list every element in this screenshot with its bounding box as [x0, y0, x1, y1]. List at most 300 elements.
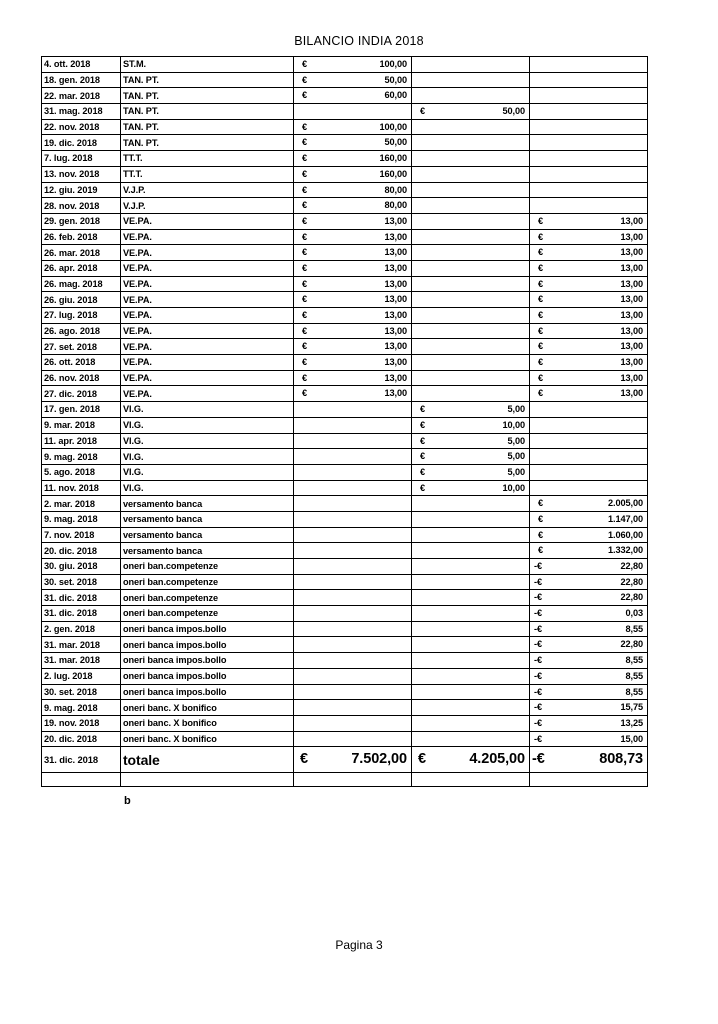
- table-row: [42, 276, 648, 292]
- amount-cell: [412, 198, 530, 214]
- table-row: [42, 229, 648, 245]
- page-footer: Pagina 3: [335, 938, 383, 952]
- amount-cell: [530, 480, 648, 496]
- amount-value: 10,00: [502, 419, 525, 430]
- currency-symbol: €: [538, 215, 544, 226]
- date-cell: 2. lug. 2018: [42, 668, 121, 684]
- amount-cell: [412, 559, 530, 575]
- amount-cell: [412, 182, 530, 198]
- date-cell: 22. nov. 2018: [42, 119, 121, 135]
- amount-value: 60,00: [384, 90, 407, 101]
- description-cell: VI.G.: [121, 402, 294, 418]
- amount-value: 13,00: [620, 388, 643, 399]
- table-row: [42, 386, 648, 402]
- amount-cell: [294, 449, 412, 465]
- table-row: [42, 653, 648, 669]
- amount-value: 8,55: [625, 655, 643, 666]
- table-row: [42, 559, 648, 575]
- amount-cell: [294, 417, 412, 433]
- date-cell: 26. ott. 2018: [42, 355, 121, 371]
- amount-cell: [294, 464, 412, 480]
- amount-cell: [412, 464, 530, 480]
- currency-symbol: -€: [534, 561, 542, 571]
- table-row: [42, 57, 648, 73]
- currency-symbol: -€: [534, 576, 542, 587]
- date-cell: 9. mag. 2018: [42, 449, 121, 465]
- table-row: [42, 637, 648, 653]
- amount-cell: [530, 57, 648, 73]
- amount-cell: [412, 166, 530, 182]
- date-cell: 7. lug. 2018: [42, 151, 121, 167]
- amount-cell: [294, 182, 412, 198]
- description-cell: VI.G.: [121, 433, 294, 449]
- handwritten-note: b: [124, 795, 131, 807]
- amount-value: 13,00: [620, 325, 643, 336]
- currency-symbol: -€: [534, 717, 542, 728]
- description-cell: TAN. PT.: [121, 119, 294, 135]
- amount-cell: [530, 229, 648, 245]
- empty-cell: [412, 773, 530, 787]
- date-cell: 30. giu. 2018: [42, 559, 121, 575]
- amount-cell: [530, 700, 648, 716]
- description-cell: oneri banc. X bonifico: [121, 731, 294, 747]
- currency-symbol: €: [538, 372, 544, 383]
- date-cell: 26. mar. 2018: [42, 245, 121, 261]
- amount-cell: [412, 543, 530, 559]
- description-cell: oneri banc. X bonifico: [121, 715, 294, 731]
- amount-value: 1.060,00: [608, 529, 643, 540]
- amount-cell: [530, 606, 648, 622]
- table-row: [42, 480, 648, 496]
- table-row: [42, 166, 648, 182]
- description-cell: oneri ban.competenze: [121, 574, 294, 590]
- amount-value: 0,03: [625, 608, 643, 619]
- currency-symbol: €: [302, 262, 308, 273]
- table-row: [42, 135, 648, 151]
- currency-symbol: €: [418, 751, 426, 768]
- table-row: [42, 700, 648, 716]
- description-cell: TAN. PT.: [121, 135, 294, 151]
- currency-symbol: -€: [534, 639, 542, 650]
- amount-cell: [294, 637, 412, 653]
- total-date-cell: 31. dic. 2018: [42, 747, 121, 773]
- amount-cell: [412, 308, 530, 324]
- amount-value: 4.205,00: [469, 751, 525, 768]
- currency-symbol: €: [420, 482, 426, 493]
- amount-value: 22,80: [620, 592, 643, 603]
- amount-cell: [530, 590, 648, 606]
- amount-value: 13,25: [620, 717, 643, 728]
- amount-cell: [530, 339, 648, 355]
- amount-cell: [294, 119, 412, 135]
- amount-cell: [294, 135, 412, 151]
- description-cell: VE.PA.: [121, 386, 294, 402]
- amount-cell: [530, 88, 648, 104]
- date-cell: 11. apr. 2018: [42, 433, 121, 449]
- description-cell: versamento banca: [121, 527, 294, 543]
- amount-cell: [294, 668, 412, 684]
- amount-cell: [294, 151, 412, 167]
- amount-value: 10,00: [502, 482, 525, 493]
- date-cell: 9. mag. 2018: [42, 700, 121, 716]
- empty-cell: [530, 773, 648, 787]
- table-row: [42, 104, 648, 120]
- amount-cell: [412, 339, 530, 355]
- ledger-table: [41, 56, 648, 787]
- currency-symbol: €: [302, 74, 308, 85]
- amount-cell: [530, 72, 648, 88]
- amount-cell: [530, 151, 648, 167]
- amount-value: 13,00: [620, 262, 643, 273]
- amount-value: 5,00: [507, 404, 525, 415]
- amount-cell: [294, 166, 412, 182]
- date-cell: 26. ago. 2018: [42, 323, 121, 339]
- currency-symbol: €: [302, 137, 308, 148]
- amount-cell: [294, 198, 412, 214]
- amount-cell: [412, 292, 530, 308]
- currency-symbol: €: [302, 200, 308, 211]
- currency-symbol: €: [538, 529, 544, 540]
- table-row: [42, 668, 648, 684]
- amount-cell: [530, 166, 648, 182]
- description-cell: VI.G.: [121, 480, 294, 496]
- table-row: [42, 417, 648, 433]
- amount-value: 13,00: [620, 294, 643, 305]
- amount-cell: [294, 574, 412, 590]
- amount-value: 13,00: [620, 372, 643, 383]
- description-cell: VE.PA.: [121, 370, 294, 386]
- ledger-body: [42, 57, 648, 787]
- amount-cell: [530, 559, 648, 575]
- table-row: [42, 260, 648, 276]
- table-row: [42, 370, 648, 386]
- amount-value: 15,75: [620, 702, 643, 713]
- amount-value: 13,00: [384, 325, 407, 336]
- table-row: [42, 496, 648, 512]
- amount-cell: [294, 276, 412, 292]
- amount-cell: [294, 88, 412, 104]
- currency-symbol: €: [302, 372, 308, 383]
- amount-value: 8,55: [625, 670, 643, 681]
- amount-value: 7.502,00: [351, 751, 407, 768]
- description-cell: V.J.P.: [121, 198, 294, 214]
- amount-value: 13,00: [384, 247, 407, 258]
- amount-cell: [294, 433, 412, 449]
- amount-cell: [294, 339, 412, 355]
- amount-cell: [294, 292, 412, 308]
- amount-cell: [530, 464, 648, 480]
- amount-cell: [294, 527, 412, 543]
- currency-symbol: €: [302, 247, 308, 258]
- date-cell: 27. dic. 2018: [42, 386, 121, 402]
- amount-value: 8,55: [625, 623, 643, 634]
- table-row: [42, 621, 648, 637]
- amount-cell: [294, 402, 412, 418]
- currency-symbol: €: [538, 498, 544, 509]
- date-cell: 22. mar. 2018: [42, 88, 121, 104]
- amount-cell: [412, 417, 530, 433]
- amount-value: 13,00: [384, 341, 407, 352]
- amount-value: 5,00: [507, 451, 525, 462]
- amount-cell: [294, 731, 412, 747]
- table-row: [42, 574, 648, 590]
- date-cell: 27. lug. 2018: [42, 308, 121, 324]
- currency-symbol: €: [538, 262, 544, 273]
- amount-cell: [530, 323, 648, 339]
- date-cell: 26. nov. 2018: [42, 370, 121, 386]
- amount-cell: [412, 370, 530, 386]
- description-cell: VI.G.: [121, 464, 294, 480]
- currency-symbol: €: [302, 153, 308, 164]
- amount-cell: [530, 527, 648, 543]
- amount-cell: [412, 260, 530, 276]
- amount-cell: [530, 213, 648, 229]
- currency-symbol: €: [302, 231, 308, 242]
- description-cell: oneri banca impos.bollo: [121, 637, 294, 653]
- date-cell: 31. mar. 2018: [42, 653, 121, 669]
- currency-symbol: €: [538, 231, 544, 242]
- amount-value: 13,00: [620, 310, 643, 320]
- date-cell: 26. feb. 2018: [42, 229, 121, 245]
- date-cell: 31. mag. 2018: [42, 104, 121, 120]
- currency-symbol: €: [302, 90, 308, 101]
- currency-symbol: €: [538, 388, 544, 399]
- amount-cell: [412, 653, 530, 669]
- amount-cell: [530, 637, 648, 653]
- currency-symbol: -€: [534, 592, 542, 603]
- amount-value: 13,00: [384, 262, 407, 273]
- amount-value: 13,00: [384, 372, 407, 383]
- currency-symbol: €: [302, 294, 308, 305]
- description-cell: VI.G.: [121, 449, 294, 465]
- amount-cell: [294, 543, 412, 559]
- date-cell: 9. mar. 2018: [42, 417, 121, 433]
- currency-symbol: €: [302, 341, 308, 352]
- amount-cell: [412, 323, 530, 339]
- amount-value: 13,00: [620, 215, 643, 226]
- amount-value: 1.147,00: [608, 513, 643, 524]
- amount-cell: [294, 606, 412, 622]
- amount-value: 22,80: [620, 639, 643, 650]
- total-row: [42, 747, 648, 773]
- amount-cell: [294, 653, 412, 669]
- description-cell: oneri banc. X bonifico: [121, 700, 294, 716]
- date-cell: 30. set. 2018: [42, 574, 121, 590]
- amount-cell: [412, 496, 530, 512]
- table-row: [42, 590, 648, 606]
- table-row: [42, 449, 648, 465]
- date-cell: 4. ott. 2018: [42, 57, 121, 73]
- description-cell: oneri banca impos.bollo: [121, 653, 294, 669]
- currency-symbol: €: [538, 278, 544, 289]
- date-cell: 20. dic. 2018: [42, 731, 121, 747]
- description-cell: TAN. PT.: [121, 104, 294, 120]
- amount-cell: [530, 449, 648, 465]
- date-cell: 17. gen. 2018: [42, 402, 121, 418]
- currency-symbol: €: [420, 466, 426, 477]
- amount-cell: [412, 684, 530, 700]
- empty-cell: [294, 773, 412, 787]
- description-cell: VI.G.: [121, 417, 294, 433]
- description-cell: TT.T.: [121, 166, 294, 182]
- amount-value: 13,00: [620, 357, 643, 368]
- currency-symbol: €: [302, 388, 308, 399]
- amount-cell: [412, 668, 530, 684]
- amount-cell: [412, 449, 530, 465]
- amount-cell: [412, 355, 530, 371]
- date-cell: 19. dic. 2018: [42, 135, 121, 151]
- amount-value: 100,00: [379, 59, 407, 69]
- amount-value: 160,00: [379, 153, 407, 164]
- description-cell: TAN. PT.: [121, 72, 294, 88]
- amount-cell: [294, 621, 412, 637]
- table-row: [42, 198, 648, 214]
- amount-cell: [412, 213, 530, 229]
- description-cell: VE.PA.: [121, 308, 294, 324]
- amount-value: 50,00: [502, 106, 525, 117]
- currency-symbol: €: [420, 435, 426, 446]
- amount-cell: [294, 57, 412, 73]
- amount-value: 5,00: [507, 466, 525, 477]
- amount-value: 5,00: [507, 435, 525, 446]
- amount-cell: [294, 370, 412, 386]
- document-title: BILANCIO INDIA 2018: [294, 34, 424, 48]
- amount-value: 80,00: [384, 184, 407, 195]
- table-row: [42, 433, 648, 449]
- amount-value: 22,80: [620, 561, 643, 571]
- date-cell: 5. ago. 2018: [42, 464, 121, 480]
- currency-symbol: €: [302, 121, 308, 132]
- amount-cell: [530, 668, 648, 684]
- amount-cell: [530, 260, 648, 276]
- amount-cell: [412, 480, 530, 496]
- amount-value: 50,00: [384, 74, 407, 85]
- date-cell: 30. set. 2018: [42, 684, 121, 700]
- currency-symbol: €: [302, 215, 308, 226]
- date-cell: 2. mar. 2018: [42, 496, 121, 512]
- table-row: [42, 606, 648, 622]
- amount-cell: [412, 433, 530, 449]
- date-cell: 31. dic. 2018: [42, 606, 121, 622]
- amount-cell: [412, 151, 530, 167]
- date-cell: 7. nov. 2018: [42, 527, 121, 543]
- amount-cell: [530, 104, 648, 120]
- description-cell: VE.PA.: [121, 245, 294, 261]
- amount-cell: [294, 213, 412, 229]
- currency-symbol: -€: [534, 608, 542, 619]
- description-cell: oneri banca impos.bollo: [121, 668, 294, 684]
- currency-symbol: €: [538, 357, 544, 368]
- amount-cell: [294, 104, 412, 120]
- description-cell: oneri ban.competenze: [121, 559, 294, 575]
- amount-cell: [530, 386, 648, 402]
- amount-cell: [412, 637, 530, 653]
- table-row: [42, 527, 648, 543]
- amount-cell: [530, 433, 648, 449]
- amount-cell: [294, 700, 412, 716]
- currency-symbol: €: [302, 59, 308, 69]
- amount-cell: [530, 355, 648, 371]
- description-cell: ST.M.: [121, 57, 294, 73]
- description-cell: VE.PA.: [121, 292, 294, 308]
- description-cell: oneri ban.competenze: [121, 606, 294, 622]
- amount-cell: [294, 323, 412, 339]
- amount-cell: [412, 119, 530, 135]
- date-cell: 31. dic. 2018: [42, 590, 121, 606]
- currency-symbol: €: [420, 419, 426, 430]
- amount-value: 160,00: [379, 168, 407, 179]
- amount-cell: [294, 747, 412, 773]
- amount-value: 808,73: [599, 751, 643, 768]
- description-cell: VE.PA.: [121, 339, 294, 355]
- amount-cell: [412, 57, 530, 73]
- date-cell: 12. giu. 2019: [42, 182, 121, 198]
- amount-cell: [412, 511, 530, 527]
- amount-cell: [294, 559, 412, 575]
- amount-cell: [412, 747, 530, 773]
- amount-cell: [530, 684, 648, 700]
- table-row: [42, 543, 648, 559]
- amount-cell: [530, 370, 648, 386]
- amount-cell: [294, 260, 412, 276]
- amount-value: 50,00: [384, 137, 407, 148]
- currency-symbol: -€: [534, 670, 542, 681]
- table-row: [42, 511, 648, 527]
- currency-symbol: €: [302, 184, 308, 195]
- currency-symbol: -€: [534, 623, 542, 634]
- amount-cell: [412, 621, 530, 637]
- amount-value: 15,00: [620, 733, 643, 744]
- table-row: [42, 731, 648, 747]
- description-cell: TAN. PT.: [121, 88, 294, 104]
- description-cell: VE.PA.: [121, 229, 294, 245]
- total-label-cell: totale: [121, 747, 294, 773]
- description-cell: TT.T.: [121, 151, 294, 167]
- date-cell: 27. set. 2018: [42, 339, 121, 355]
- currency-symbol: €: [420, 451, 426, 462]
- table-row: [42, 323, 648, 339]
- currency-symbol: €: [538, 247, 544, 258]
- amount-cell: [412, 72, 530, 88]
- currency-symbol: -€: [534, 702, 542, 713]
- date-cell: 31. mar. 2018: [42, 637, 121, 653]
- table-row: [42, 355, 648, 371]
- table-row: [42, 151, 648, 167]
- description-cell: VE.PA.: [121, 355, 294, 371]
- amount-cell: [412, 229, 530, 245]
- table-row: [42, 182, 648, 198]
- amount-cell: [530, 731, 648, 747]
- amount-value: 13,00: [620, 278, 643, 289]
- amount-cell: [530, 621, 648, 637]
- amount-cell: [294, 72, 412, 88]
- date-cell: 11. nov. 2018: [42, 480, 121, 496]
- amount-cell: [530, 747, 648, 773]
- amount-cell: [412, 715, 530, 731]
- amount-cell: [294, 684, 412, 700]
- description-cell: VE.PA.: [121, 260, 294, 276]
- amount-cell: [530, 511, 648, 527]
- date-cell: 13. nov. 2018: [42, 166, 121, 182]
- amount-cell: [530, 119, 648, 135]
- amount-value: 8,55: [625, 686, 643, 697]
- description-cell: versamento banca: [121, 511, 294, 527]
- amount-value: 13,00: [620, 341, 643, 352]
- amount-value: 13,00: [384, 215, 407, 226]
- amount-cell: [412, 527, 530, 543]
- date-cell: 2. gen. 2018: [42, 621, 121, 637]
- currency-symbol: -€: [534, 686, 542, 697]
